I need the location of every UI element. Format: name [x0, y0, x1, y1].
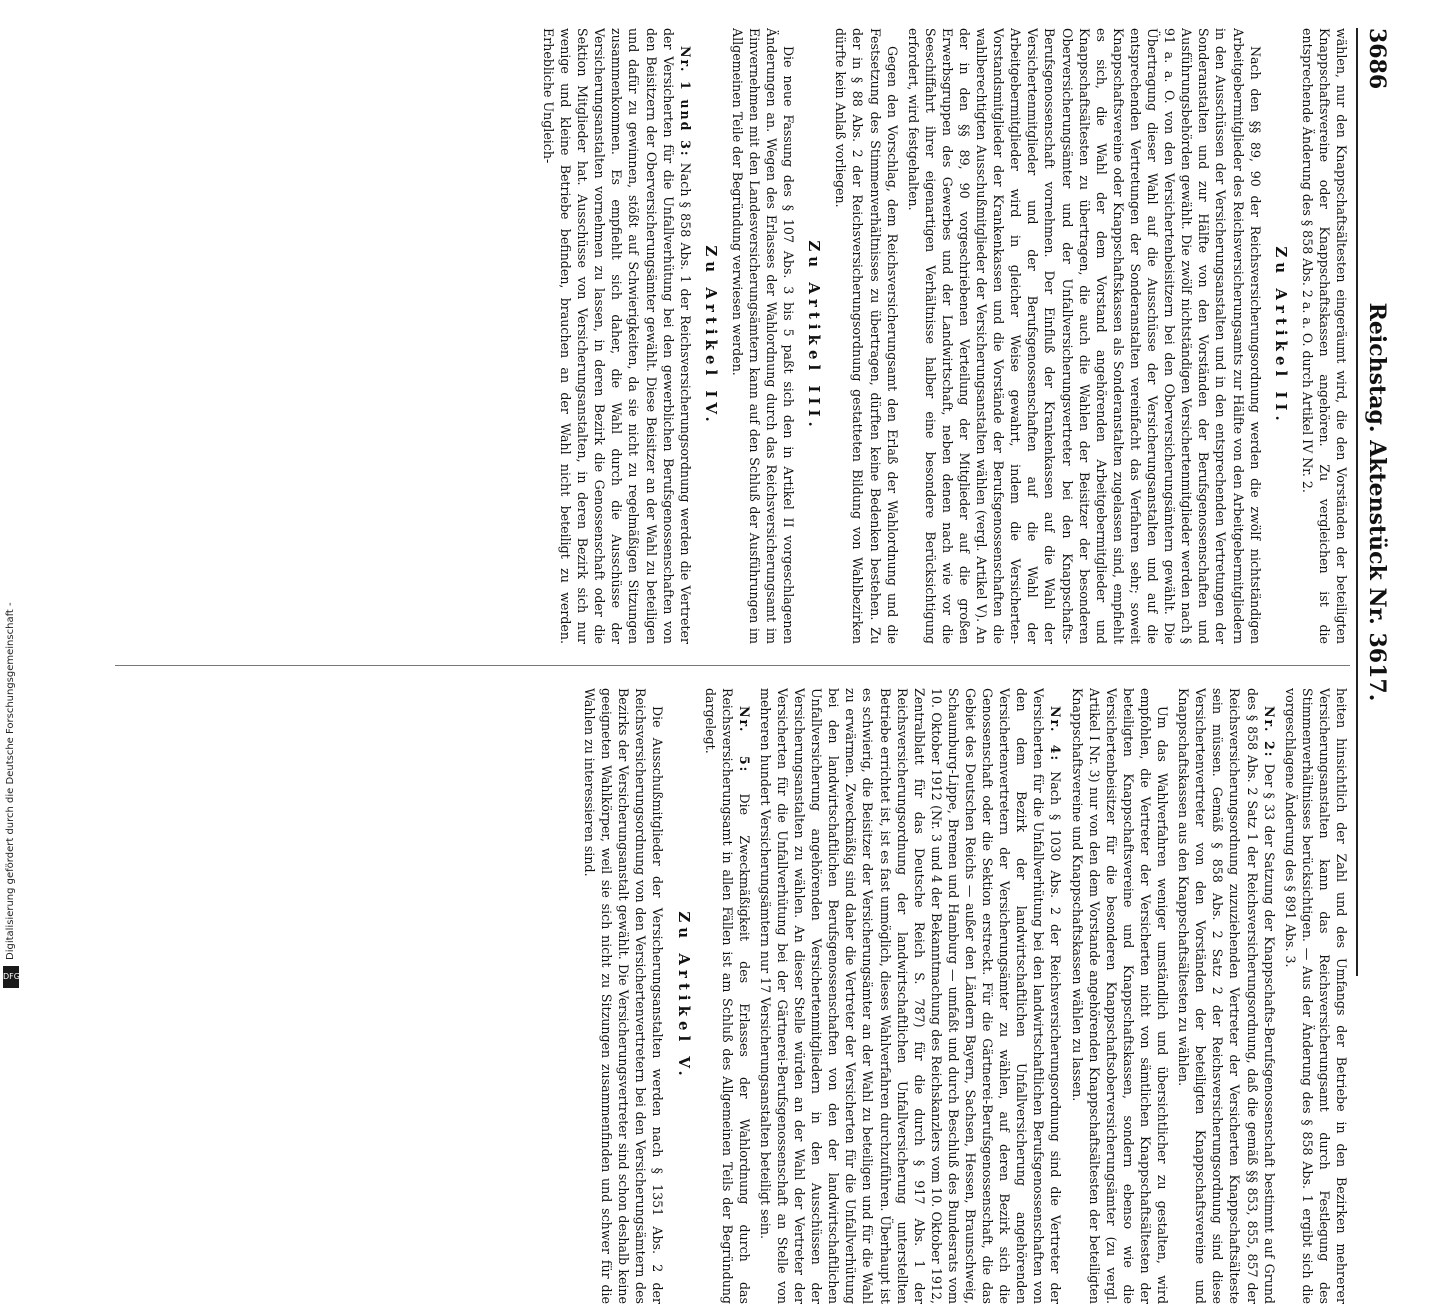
right-column [110, 688, 1350, 1304]
section-heading-article-4: Zu Artikel IV. [701, 245, 720, 427]
page-number: 3686 [1364, 28, 1390, 90]
section-heading-article-2: Zu Artikel II. [1271, 246, 1290, 426]
paragraph-text: Nach § 858 Abs. 1 der Reichsversicherungsordnung werden die Vertreter der Versicherten für die Unfallverhütung bei den gewerblichen Berufsgenossenschaften von den Beisitzern der Oberversicherungsämter gewählt. Diese Beisitzer an der Wahl zu beteiligen und dafür zu gewinnen, stößt auf Schwierigkeiten, da sie nicht zu regelmäßigen Sitzungen zusammenkommen. Es empfiehlt sich daher, die Wahl durch die Ausschüsse der Versicherungsanstalten vornehmen zu lassen, in deren Bezirk die Genossenschaft oder die Sektion Mitglieder hat. Ausschüsse von Versicherungsanstalten, in deren Bezirk sich nur wenige und kleine Betriebe befinden, brauchen an der Wahl nicht beteiligt zu werden. Erhebliche Ungleich- [540, 28, 693, 644]
digitization-notice-text: Digitalisierung gefördert durch die Deutsche Forschungsgemeinschaft - [5, 602, 16, 960]
paragraph: wählen, nur den Knappschaftsältesten eingeräumt wird, die den Vorständen der beteiligten Knappschaftsvereine oder Knappschaftskassen angehören. Zu vergleichen ist die entsprechende Änderung des § 858 Abs. 2 a. a. O. durch Artikel IV Nr. 2. [1299, 28, 1349, 644]
page-title: Reichstag. Aktenstück Nr. 3617. [1364, 302, 1390, 702]
digitization-notice [0, 0, 24, 1000]
paragraph [702, 688, 753, 1304]
paragraph: Nach den §§ 89, 90 der Reichsversicherungsordnung werden die zwölf nichtständigen Arbeitgebermitglieder des Reichsversicherungsamts zur Hälfte von den Arbeitgebermitgliedern in den Ausschüssen der Versicherungsanstalten und in den entsprechenden Vertretungen der Sonderanstalten und zur Hälfte von den Vorständen der Berufsgenossenschaften und Ausführungsbehörden gewählt. Die zwölf nichtständigen Versichertenmitglieder werden nach § 91 a. a. O. von den Versichertenbeisitzern bei den Oberversicherungsämtern gewählt. Die Übertragung dieser Wahl auf die Ausschüsse der Versicherungsanstalten und auf die entsprechenden Vertretungen der Sonderanstalten vereinfacht das Verfahren sehr; soweit Knappschaftsvereine oder Knappschaftskassen als Sonderanstalten zugelassen sind, empfiehlt es sich, die Wahl der dem Vorstand angehörenden Arbeitgebermitglieder und Knappschaftsältesten zu übertragen, die auch die Wahlen der Beisitzer der besonderen Oberversicherungsämter und der Unfallversicherungsvertreter bei den Knappschafts-Berufsgenossenschaft vornehmen. Der Einfluß der Krankenkassen auf die Wahl der Versichertenmitglieder und der Berufsgenossenschaften auf die Wahl der Arbeitgebermitglieder wird in gleicher Weise gewahrt, indem die Versicherten-Vorstandsmitglieder der Krankenkassen und die Vorstände der Berufsgenossenschaften die wahlberechtigten Ausschußmitglieder der Versicherungsanstalten wählen (vergl. Artikel V). An der in den §§ 89, 90 vorgeschriebenen Verteilung der Mitglieder auf die großen Erwerbsgruppen des Gewerbes und der Landwirtschaft, neben denen nach wie vor die Seeschiffahrt ihrer eigenartigen Verhältnisse halber eine besondere Berücksichtigung erfordert, wird festgehalten. [905, 28, 1263, 644]
paragraph-text: Der § 33 der Satzung der Knappschafts-Berufsgenossenschaft bestimmt auf Grund des § 858 Abs. 2 Satz 1 der Reichsversicherungsordnung, daß die gemäß §§ 853, 855, 857 der Reichsversicherungsordnung zuzuziehenden Vertreter der Versicherten Knappschaftsälteste sein müssen. Gemäß § 858 Abs. 2 Satz 2 der Reichsversicherungsordnung sind diese Versichertenvertreter von den Vorständen der beteiligten Knappschaftsvereine und Knappschaftskassen aus den Knappschaftsältesten zu wählen. [1176, 688, 1277, 1304]
paragraph-text: Nach § 1030 Abs. 2 der Reichsversicherungsordnung sind die Vertreter der Versicherten für die Unfallverhütung bei den landwirtschaftlichen Berufsgenossenschaften von den dem Bezirk der landwirtschaftlichen Unfallversicherung angehörenden Versichertenvertretern der Versicherungsämter zu wählen, auf deren Bezirk sich die Genossenschaft oder die Sektion erstreckt. Für die Gärtnerei-Berufsgenossenschaft, die das Gebiet des Deutschen Reichs — außer den Ländern Bayern, Sachsen, Hessen, Braunschweig, Schaumburg-Lippe, Bremen und Hamburg — umfaßt und durch Beschluß des Bundesrats vom 10. Oktober 1912 (Nr. 3 und 4 der Bekanntmachung des Reichskanzlers vom 10. Oktober 1912, Zentralblatt für das Deutsche Reich S. 787) für die durch § 917 Abs. 1 der Reichsversicherungsordnung der landwirtschaftlichen Unfallversicherung unterstellten Betriebe errichtet ist, ist es fast unmöglich, dieses Wahlverfahren durchzuführen. Überhaupt ist es schwierig, die Beisitzer der Versicherungsämter an der Wahl zu beteiligen und für die Wahl zu erwärmen. Zweckmäßig sind daher die Vertreter der Versicherten für die Unfallverhütung bei den landwirtschaftlichen Berufsgenossenschaften von den der landwirtschaftlichen Unfallversicherung angehörenden Versichertenmitgliedern in den Ausschüssen der Versicherungsanstalten zu wählen. An dieser Stelle würden an der Wahl der Vertreter der Versicherten für die Unfallverhütung bei der Gärtnerei-Berufsgenossenschaft an Stelle von mehreren hundert Versicherungsämtern nur 17 Versicherungsanstalten beteiligt sein. [757, 688, 1064, 1304]
section-heading-article-3: Zu Artikel III. [805, 240, 824, 432]
rotated-document-page [102, 28, 1392, 1304]
item-number: Nr. 4: [1048, 706, 1064, 763]
page-header [1356, 28, 1392, 976]
left-column [110, 28, 1350, 644]
section-heading-article-5: Zu Artikel V. [674, 911, 693, 1081]
paragraph: heiten hinsichtlich der Zahl und des Umfangs der Betriebe in den Bezirken mehrerer Versicherungsanstalten kann das Reichsversicherungsamt durch Festlegung des Stimmenverhältnisses berücksichtigen. — Aus der Änderung des § 858 Abs. 1 ergibt sich die vorgeschlagene Änderung des § 891 Abs. 3. [1282, 688, 1349, 1304]
paragraph: Die neue Fassung des § 107 Abs. 3 bis 5 paßt sich den in Artikel II vorgeschlagenen Änderungen an. Wegen des Erlasses der Wahlordnung durch das Reichsversicherungsamt im Einvernehmen mit den Landesversicherungsämtern kann auf den Schluß der Ausführungen im Allgemeinen Teile der Begründung verwiesen werden. [729, 28, 797, 644]
paragraph [540, 28, 694, 644]
column-divider [115, 665, 1350, 666]
item-number: Nr. 1 und 3: [677, 46, 693, 158]
paragraph: Gegen den Vorschlag, dem Reichsversicherungsamt den Erlaß der Wahlordnung und die Festsetzung des Stimmenverhältnisses zu übertragen, dürften keine Bedenken bestehen. Zu der in § 88 Abs. 2 der Reichsversicherungsordnung gestatteten Bildung von Wahlbezirken dürfte kein Anlaß vorliegen. [833, 28, 900, 644]
paragraph [757, 688, 1065, 1304]
paragraph [1175, 688, 1278, 1304]
item-number: Nr. 5: [736, 706, 752, 774]
paragraph: Um das Wahlverfahren weniger umständlich und übersichtlicher zu gestalten, wird empfohlen, die Vertreter der Versicherten nicht von sämtlichen Knappschaftsältesten der beteiligten Knappschaftsvereine und Knappschaftskassen, sondern ebenso wie die Versichertenbeisitzer für die besonderen Knappschaftsoberversicherungsämter (zu vergl. Artikel I Nr. 3) nur von den dem Vorstande angehörenden Knappschaftsältesten der beteiligten Knappschaftsvereine und Knappschaftskassen wählen zu lassen. [1069, 688, 1171, 1304]
paragraph: Die Ausschußmitglieder der Versicherungsanstalten werden nach § 1351 Abs. 2 der Reichsversicherungsordnung von den Versichertenvertretern bei den Versicherungsämtern des Bezirks der Versicherungsanstalt gewählt. Die Versicherungsvertreter sind schon deshalb keine geeigneten Wahlkörper, weil sie sich nicht zu Sitzungen zusammenfinden und schwer für die Wahlen zu interessieren sind. [582, 688, 666, 1304]
item-number: Nr. 2: [1261, 706, 1277, 759]
paragraph-text: Die Zweckmäßigkeit des Erlasses der Wahlordnung durch das Reichsversicherungsamt in allen Fällen ist am Schluß des Allgemeinen Teils der Begründung dargelegt. [702, 688, 752, 1304]
dfg-logo-icon: DFG [3, 966, 19, 988]
